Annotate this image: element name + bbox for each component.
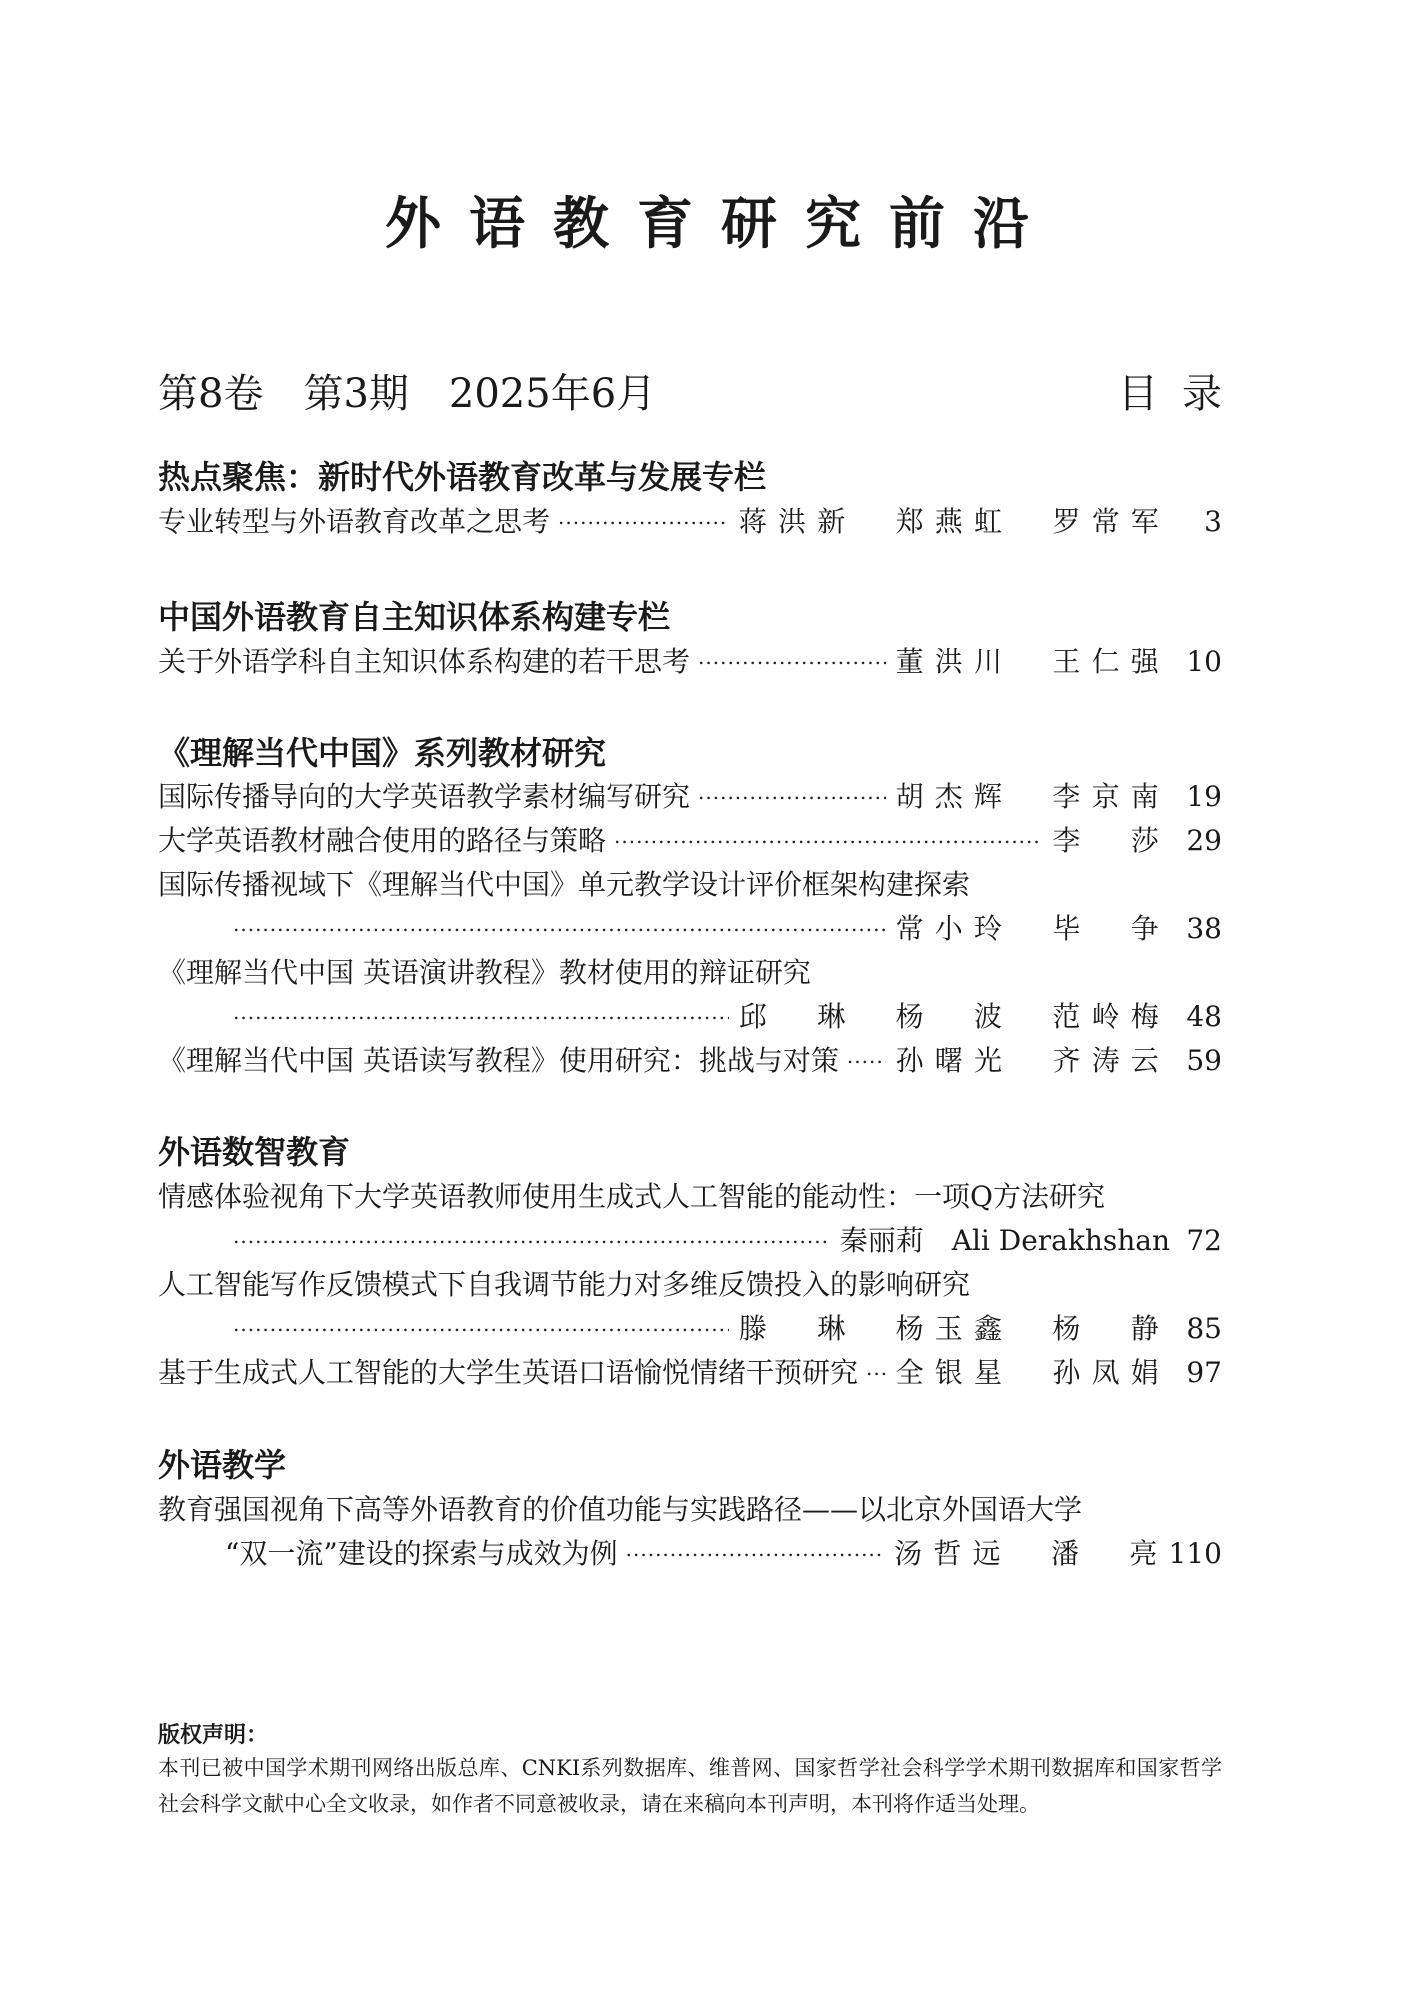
toc-entry[interactable] (158, 775, 1222, 815)
article-authors: 滕 琳 杨玉鑫 杨 静 (738, 1312, 1170, 1345)
toc-entry[interactable] (158, 1351, 1222, 1391)
article-title[interactable]: 情感体验视角下大学英语教师使用生成式人工智能的能动性：一项Q方法研究 (158, 1180, 1105, 1213)
article-title[interactable]: 人工智能写作反馈模式下自我调节能力对多维反馈投入的影响研究 (158, 1268, 971, 1301)
article-authors: 秦丽莉 Ali Derakhshan (839, 1224, 1170, 1257)
dot-leader (698, 778, 886, 806)
copyright-notice: 本刊已被中国学术期刊网络出版总库、CNKI系列数据库、维普网、国家哲学社会科学学术期刊数据库和国家哲学社会科学文献中心全文收录，如作者不同意被收录，请在来稿向本刊声明，本刊将作适当处理。 (158, 1756, 1222, 1816)
page-number: 85 (1186, 1312, 1222, 1345)
dot-leader (866, 1354, 886, 1382)
dot-leader (233, 1310, 729, 1338)
toc-label: 目录 (1118, 371, 1246, 417)
dot-leader (847, 1042, 886, 1070)
dot-leader (626, 1535, 885, 1563)
article-title: 国际传播导向的大学英语教学素材编写研究 (158, 780, 691, 813)
section-heading: 中国外语教育自主知识体系构建专栏 (158, 598, 671, 636)
dot-leader (233, 910, 886, 938)
section-heading: 外语数智教育 (158, 1133, 351, 1171)
issue-info: 第8卷 第3期 2025年6月 (158, 371, 657, 417)
article-authors: 李 莎 (1052, 824, 1170, 857)
page-number: 3 (1204, 505, 1222, 538)
section-heading: 热点聚焦：新时代外语教育改革与发展专栏 (158, 458, 767, 496)
toc-entry[interactable] (225, 995, 1222, 1035)
article-title[interactable]: 《理解当代中国 英语演讲教程》教材使用的辩证研究 (158, 956, 811, 989)
toc-entry[interactable] (225, 907, 1222, 947)
dot-leader (558, 503, 729, 531)
page-number: 38 (1186, 912, 1222, 945)
toc-entry[interactable] (158, 819, 1222, 859)
toc-entry[interactable] (225, 1307, 1222, 1347)
article-title: 大学英语教材融合使用的路径与策略 (158, 824, 607, 857)
page-number: 19 (1186, 780, 1222, 813)
section-heading: 外语教学 (158, 1446, 287, 1484)
toc-entry[interactable] (225, 1532, 1222, 1572)
article-authors: 孙曙光 齐涛云 (895, 1044, 1170, 1077)
journal-title: 外语教育研究前沿 (385, 191, 1057, 257)
dot-leader (698, 643, 886, 671)
toc-entry[interactable] (225, 1219, 1222, 1259)
toc-entry[interactable] (158, 500, 1222, 540)
page-number: 59 (1186, 1044, 1222, 1077)
article-title: 专业转型与外语教育改革之思考 (158, 505, 551, 538)
article-authors: 蒋洪新 郑燕虹 罗常军 (738, 505, 1170, 538)
page-number: 48 (1186, 1000, 1222, 1033)
dot-leader (233, 1222, 830, 1250)
page-number: 72 (1186, 1224, 1222, 1257)
article-title: 《理解当代中国 英语读写教程》使用研究：挑战与对策 (158, 1044, 839, 1077)
article-title-continued: “双一流”建设的探索与成效为例 (225, 1537, 618, 1570)
section-heading: 《理解当代中国》系列教材研究 (158, 734, 607, 772)
article-authors: 邱 琳 杨 波 范岭梅 (738, 1000, 1170, 1033)
article-title: 关于外语学科自主知识体系构建的若干思考 (158, 645, 691, 678)
copyright-heading: 版权声明： (158, 1723, 269, 1748)
article-title: 基于生成式人工智能的大学生英语口语愉悦情绪干预研究 (158, 1356, 859, 1389)
article-authors: 全银星 孙凤娟 (895, 1356, 1170, 1389)
toc-entry[interactable] (158, 640, 1222, 680)
page-number: 29 (1186, 824, 1222, 857)
page-number: 10 (1186, 645, 1222, 678)
dot-leader (614, 822, 1042, 850)
article-authors: 汤哲远 潘 亮 (894, 1537, 1169, 1570)
article-authors: 胡杰辉 李京南 (895, 780, 1170, 813)
article-authors: 董洪川 王仁强 (895, 645, 1170, 678)
article-title[interactable]: 教育强国视角下高等外语教育的价值功能与实践路径——以北京外国语大学 (158, 1493, 1083, 1526)
toc-entry[interactable] (158, 1039, 1222, 1079)
page-number: 97 (1186, 1356, 1222, 1389)
article-title[interactable]: 国际传播视域下《理解当代中国》单元教学设计评价框架构建探索 (158, 868, 971, 901)
article-authors: 常小玲 毕 争 (895, 912, 1170, 945)
page-number: 110 (1168, 1537, 1222, 1570)
dot-leader (233, 998, 729, 1026)
